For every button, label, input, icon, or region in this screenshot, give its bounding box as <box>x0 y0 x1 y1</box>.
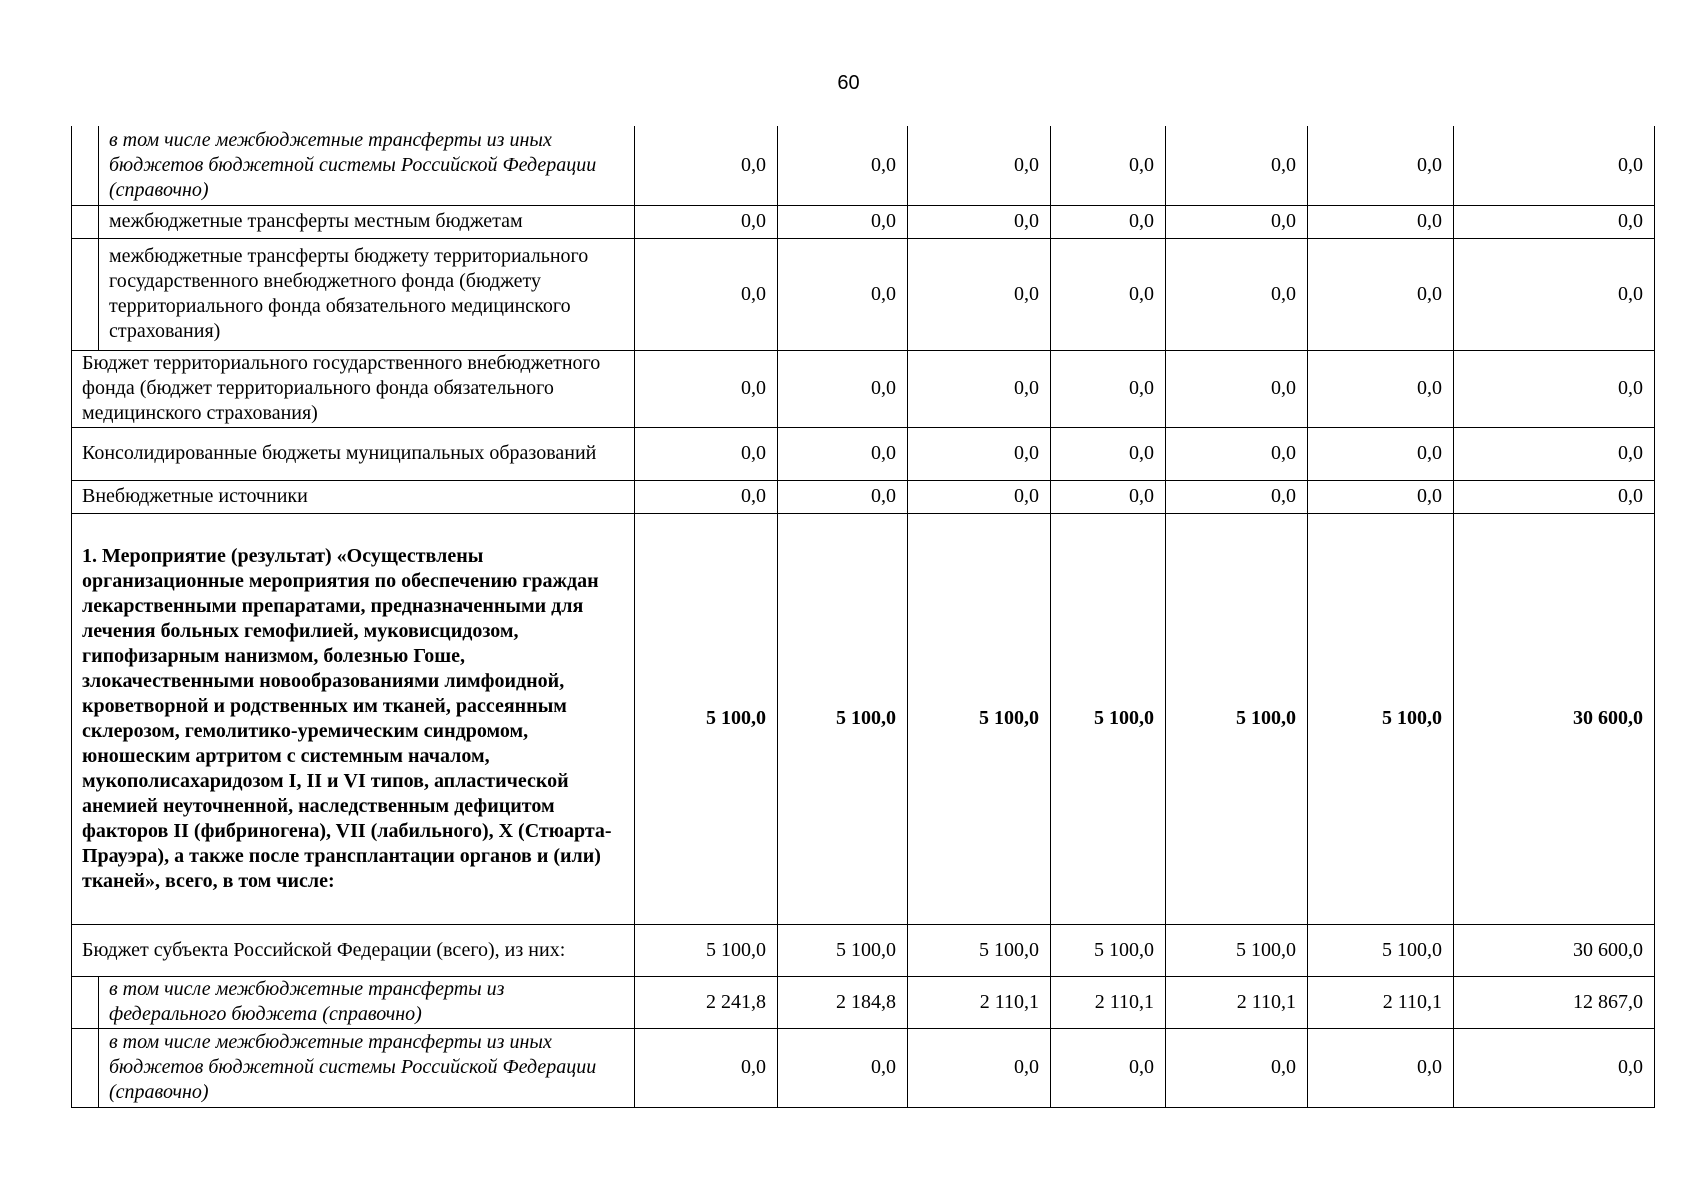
row-label: Консолидированные бюджеты муниципальных образований <box>72 427 635 480</box>
value-cell: 5 100,0 <box>908 924 1051 976</box>
total-cell: 0,0 <box>1454 238 1655 350</box>
value-cell: 5 100,0 <box>908 513 1051 924</box>
value-cell: 0,0 <box>778 350 908 427</box>
row-label: в том числе межбюджетные трансферты из иных бюджетов бюджетной системы Российской Федерации (справочно) <box>99 1028 635 1107</box>
value-cell: 0,0 <box>1166 238 1308 350</box>
value-cell: 2 110,1 <box>908 976 1051 1028</box>
value-cell: 0,0 <box>778 238 908 350</box>
value-cell: 0,0 <box>778 427 908 480</box>
value-cell: 0,0 <box>908 126 1051 205</box>
value-cell: 0,0 <box>635 205 778 238</box>
value-cell: 2 110,1 <box>1051 976 1166 1028</box>
value-cell: 2 110,1 <box>1308 976 1454 1028</box>
indent-cell <box>72 126 99 205</box>
table-row-activity <box>72 513 1655 924</box>
value-cell: 0,0 <box>635 427 778 480</box>
row-label: Бюджет субъекта Российской Федерации (всего), из них: <box>72 924 635 976</box>
value-cell: 0,0 <box>1051 427 1166 480</box>
value-cell: 0,0 <box>1166 480 1308 513</box>
value-cell: 0,0 <box>908 1028 1051 1107</box>
value-cell: 0,0 <box>635 238 778 350</box>
value-cell: 0,0 <box>1308 238 1454 350</box>
value-cell: 5 100,0 <box>1166 924 1308 976</box>
total-cell: 0,0 <box>1454 480 1655 513</box>
total-cell: 30 600,0 <box>1454 513 1655 924</box>
table-row <box>72 976 1655 1028</box>
value-cell: 5 100,0 <box>1051 924 1166 976</box>
table-row <box>72 427 1655 480</box>
total-cell: 12 867,0 <box>1454 976 1655 1028</box>
page-number: 60 <box>837 72 860 94</box>
value-cell: 0,0 <box>1166 126 1308 205</box>
value-cell: 0,0 <box>908 350 1051 427</box>
value-cell: 0,0 <box>1051 238 1166 350</box>
value-cell: 0,0 <box>635 480 778 513</box>
value-cell: 0,0 <box>908 238 1051 350</box>
value-cell: 5 100,0 <box>635 924 778 976</box>
total-cell: 0,0 <box>1454 427 1655 480</box>
value-cell: 5 100,0 <box>1308 924 1454 976</box>
value-cell: 0,0 <box>1051 126 1166 205</box>
value-cell: 0,0 <box>635 1028 778 1107</box>
value-cell: 0,0 <box>1051 350 1166 427</box>
table-row <box>72 924 1655 976</box>
value-cell: 5 100,0 <box>778 513 908 924</box>
value-cell: 2 184,8 <box>778 976 908 1028</box>
value-cell: 0,0 <box>1051 205 1166 238</box>
value-cell: 0,0 <box>778 126 908 205</box>
budget-table <box>71 126 1655 1108</box>
row-label: в том числе межбюджетные трансферты из федерального бюджета (справочно) <box>99 976 635 1028</box>
value-cell: 0,0 <box>1051 480 1166 513</box>
value-cell: 0,0 <box>1308 1028 1454 1107</box>
value-cell: 0,0 <box>1308 205 1454 238</box>
value-cell: 5 100,0 <box>1051 513 1166 924</box>
table-row <box>72 350 1655 427</box>
total-cell: 0,0 <box>1454 1028 1655 1107</box>
indent-cell <box>72 205 99 238</box>
indent-cell <box>72 976 99 1028</box>
value-cell: 0,0 <box>1308 480 1454 513</box>
value-cell: 2 241,8 <box>635 976 778 1028</box>
value-cell: 0,0 <box>1166 427 1308 480</box>
value-cell: 2 110,1 <box>1166 976 1308 1028</box>
value-cell: 5 100,0 <box>1308 513 1454 924</box>
row-label: 1. Мероприятие (результат) «Осуществлены организационные мероприятия по обеспечению граждан лекарственными препаратами, предназначенными для лечения больных гемофилией, муковисцидозом, гипофизарным нанизмом, болезнью Гоше, злокачественными новообразованиями лимфоидной, кроветворной и родственных им тканей, рассеянным склерозом, гемолитико-уремическим синдромом, юношеским артритом с системным началом, мукополисахаридозом I, II и VI типов, апластической анемией неуточненной, наследственным дефицитом факторов II (фибриногена), VII (лабильного), X (Стюарта-Прауэра), а также после трансплантации органов и (или) тканей», всего, в том числе: <box>72 513 635 924</box>
row-label: межбюджетные трансферты бюджету территориального государственного внебюджетного фонда (бюджету территориального фонда обязательного медицинского страхования) <box>99 238 635 350</box>
table-row <box>72 126 1655 205</box>
value-cell: 5 100,0 <box>1166 513 1308 924</box>
value-cell: 0,0 <box>1166 350 1308 427</box>
row-label: Внебюджетные источники <box>72 480 635 513</box>
value-cell: 0,0 <box>635 350 778 427</box>
value-cell: 5 100,0 <box>778 924 908 976</box>
table-row <box>72 238 1655 350</box>
value-cell: 5 100,0 <box>635 513 778 924</box>
table-row <box>72 1028 1655 1107</box>
row-label: Бюджет территориального государственного внебюджетного фонда (бюджет территориального фонда обязательного медицинского страхования) <box>72 350 635 427</box>
value-cell: 0,0 <box>1051 1028 1166 1107</box>
value-cell: 0,0 <box>778 205 908 238</box>
value-cell: 0,0 <box>778 1028 908 1107</box>
total-cell: 30 600,0 <box>1454 924 1655 976</box>
value-cell: 0,0 <box>1308 350 1454 427</box>
table-row <box>72 480 1655 513</box>
value-cell: 0,0 <box>1308 427 1454 480</box>
value-cell: 0,0 <box>778 480 908 513</box>
indent-cell <box>72 238 99 350</box>
indent-cell <box>72 1028 99 1107</box>
value-cell: 0,0 <box>908 205 1051 238</box>
row-label: в том числе межбюджетные трансферты из иных бюджетов бюджетной системы Российской Федерации (справочно) <box>99 126 635 205</box>
total-cell: 0,0 <box>1454 350 1655 427</box>
value-cell: 0,0 <box>635 126 778 205</box>
value-cell: 0,0 <box>1166 205 1308 238</box>
value-cell: 0,0 <box>1166 1028 1308 1107</box>
total-cell: 0,0 <box>1454 205 1655 238</box>
value-cell: 0,0 <box>908 480 1051 513</box>
table-row <box>72 205 1655 238</box>
total-cell: 0,0 <box>1454 126 1655 205</box>
value-cell: 0,0 <box>1308 126 1454 205</box>
row-label: межбюджетные трансферты местным бюджетам <box>99 205 635 238</box>
value-cell: 0,0 <box>908 427 1051 480</box>
